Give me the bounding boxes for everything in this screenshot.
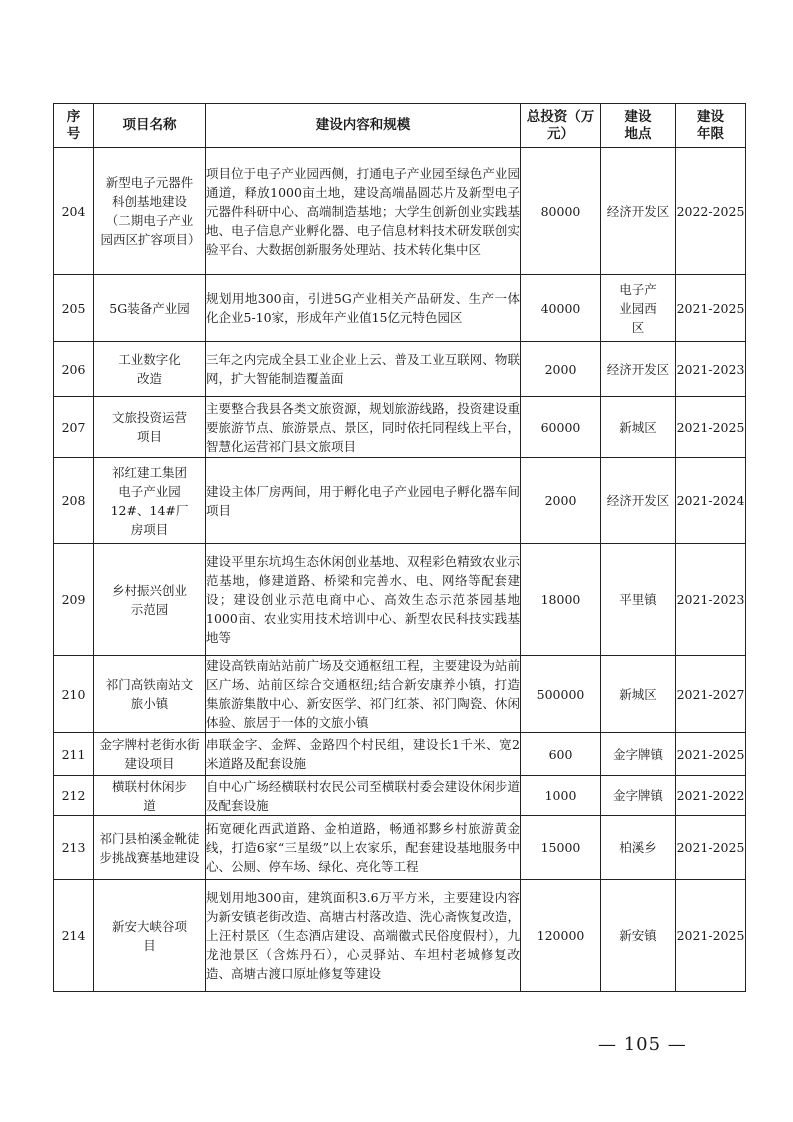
row-name: 祁门高铁南站文旅小镇 [94,656,206,733]
row-name: 文旅投资运营项目 [94,397,206,458]
header-content: 建设内容和规模 [206,104,521,148]
row-no: 209 [54,544,94,656]
row-location: 电子产业园西区 [601,275,676,342]
row-name: 5G装备产业园 [94,275,206,342]
table-row [54,733,746,776]
row-content: 建设平里东坑坞生态休闲创业基地、双程彩色精致农业示范基地，修建道路、桥梁和完善水、电、网络等配套建设；建设创业示范电商中心、高效生态示范茶园基地1000亩、农业实用技术培训中心、新型农民科技实践基地等 [206,544,521,656]
header-location: 建设地点 [601,104,676,148]
table-row [54,656,746,733]
row-period: 2021-2023 [676,544,746,656]
row-no: 213 [54,816,94,880]
row-name: 金字牌村老街水街建设项目 [94,733,206,776]
row-content: 串联金字、金辉、金路四个村民组，建设长1千米、宽2米道路及配套设施 [206,733,521,776]
row-content: 建设高铁南站站前广场及交通枢纽工程，主要建设为站前区广场、站前区综合交通枢纽;结合新安康养小镇，打造集旅游集散中心、新安医学、祁门红茶、祁门陶瓷、休闲体验、旅居于一体的文旅小镇 [206,656,521,733]
row-content: 规划用地300亩，建筑面积3.6万平方米，主要建设内容为新安镇老街改造、高塘古村落改造、洗心斋恢复改造，上汪村景区（生态酒店建设、高端徽式民俗度假村），九龙池景区（含炼丹石），心灵驿站、车坦村老城修复改造、高塘古渡口原址修复等建设 [206,880,521,992]
row-name: 祁红建工集团电子产业园12#、14#厂房项目 [94,458,206,544]
row-period: 2021-2023 [676,342,746,397]
row-investment: 120000 [521,880,601,992]
row-content: 自中心广场经横联村农民公司至横联村委会建设休闲步道及配套设施 [206,776,521,816]
row-no: 207 [54,397,94,458]
header-no: 序号 [54,104,94,148]
row-content: 主要整合我县各类文旅资源，规划旅游线路，投资建设重要旅游节点、旅游景点、景区，同时依托同程线上平台，智慧化运营祁门县文旅项目 [206,397,521,458]
row-period: 2021-2027 [676,656,746,733]
header-period: 建设年限 [676,104,746,148]
row-investment: 2000 [521,458,601,544]
row-no: 206 [54,342,94,397]
row-period: 2021-2025 [676,275,746,342]
table-row [54,816,746,880]
row-no: 208 [54,458,94,544]
table-row [54,880,746,992]
row-location: 新安镇 [601,880,676,992]
row-investment: 18000 [521,544,601,656]
table-row [54,275,746,342]
row-period: 2021-2024 [676,458,746,544]
row-no: 210 [54,656,94,733]
row-investment: 80000 [521,148,601,275]
row-location: 平里镇 [601,544,676,656]
row-investment: 60000 [521,397,601,458]
row-location: 经济开发区 [601,342,676,397]
table-row [54,458,746,544]
row-location: 新城区 [601,656,676,733]
row-investment: 1000 [521,776,601,816]
row-name: 横联村休闲步道 [94,776,206,816]
table-row [54,544,746,656]
page-number: — 105 — [598,1034,687,1055]
row-content: 项目位于电子产业园西侧，打通电子产业园至绿色产业园通道，释放1000亩土地，建设高端晶圆芯片及新型电子元器件科研中心、高端制造基地；大学生创新创业实践基地、电子信息产业孵化器、电子信息材料技术研发联创实验平台、大数据创新服务处理站、技术转化集中区 [206,148,521,275]
row-content: 三年之内完成全县工业企业上云、普及工业互联网、物联网，扩大智能制造覆盖面 [206,342,521,397]
row-location: 经济开发区 [601,148,676,275]
row-name: 祁门县柏溪金靴徒步挑战赛基地建设 [94,816,206,880]
header-name: 项目名称 [94,104,206,148]
row-content: 规划用地300亩，引进5G产业相关产品研发、生产一体化企业5-10家，形成年产业值15亿元特色园区 [206,275,521,342]
table-row [54,342,746,397]
header-row [54,104,746,148]
row-location: 金字牌镇 [601,776,676,816]
row-investment: 40000 [521,275,601,342]
table-row [54,776,746,816]
table-row [54,148,746,275]
row-content: 拓宽硬化西武道路、金柏道路，畅通祁黟乡村旅游黄金线，打造6家“三星级”以上农家乐，配套建设基地服务中心、公厕、停车场、绿化、亮化等工程 [206,816,521,880]
row-no: 214 [54,880,94,992]
row-period: 2021-2025 [676,816,746,880]
row-period: 2021-2025 [676,397,746,458]
row-name: 工业数字化改造 [94,342,206,397]
row-location: 新城区 [601,397,676,458]
row-period: 2022-2025 [676,148,746,275]
row-no: 212 [54,776,94,816]
row-investment: 500000 [521,656,601,733]
header-investment: 总投资（万元） [521,104,601,148]
row-period: 2021-2025 [676,733,746,776]
projects-table [53,103,746,992]
row-no: 205 [54,275,94,342]
row-location: 经济开发区 [601,458,676,544]
row-no: 211 [54,733,94,776]
row-content: 建设主体厂房两间，用于孵化电子产业园电子孵化器车间项目 [206,458,521,544]
row-period: 2021-2025 [676,880,746,992]
table-row [54,397,746,458]
row-period: 2021-2022 [676,776,746,816]
row-name: 新安大峡谷项目 [94,880,206,992]
row-investment: 2000 [521,342,601,397]
row-location: 柏溪乡 [601,816,676,880]
row-name: 乡村振兴创业示范园 [94,544,206,656]
row-investment: 15000 [521,816,601,880]
row-name: 新型电子元器件科创基地建设（二期电子产业园西区扩容项目） [94,148,206,275]
row-investment: 600 [521,733,601,776]
row-location: 金字牌镇 [601,733,676,776]
row-no: 204 [54,148,94,275]
